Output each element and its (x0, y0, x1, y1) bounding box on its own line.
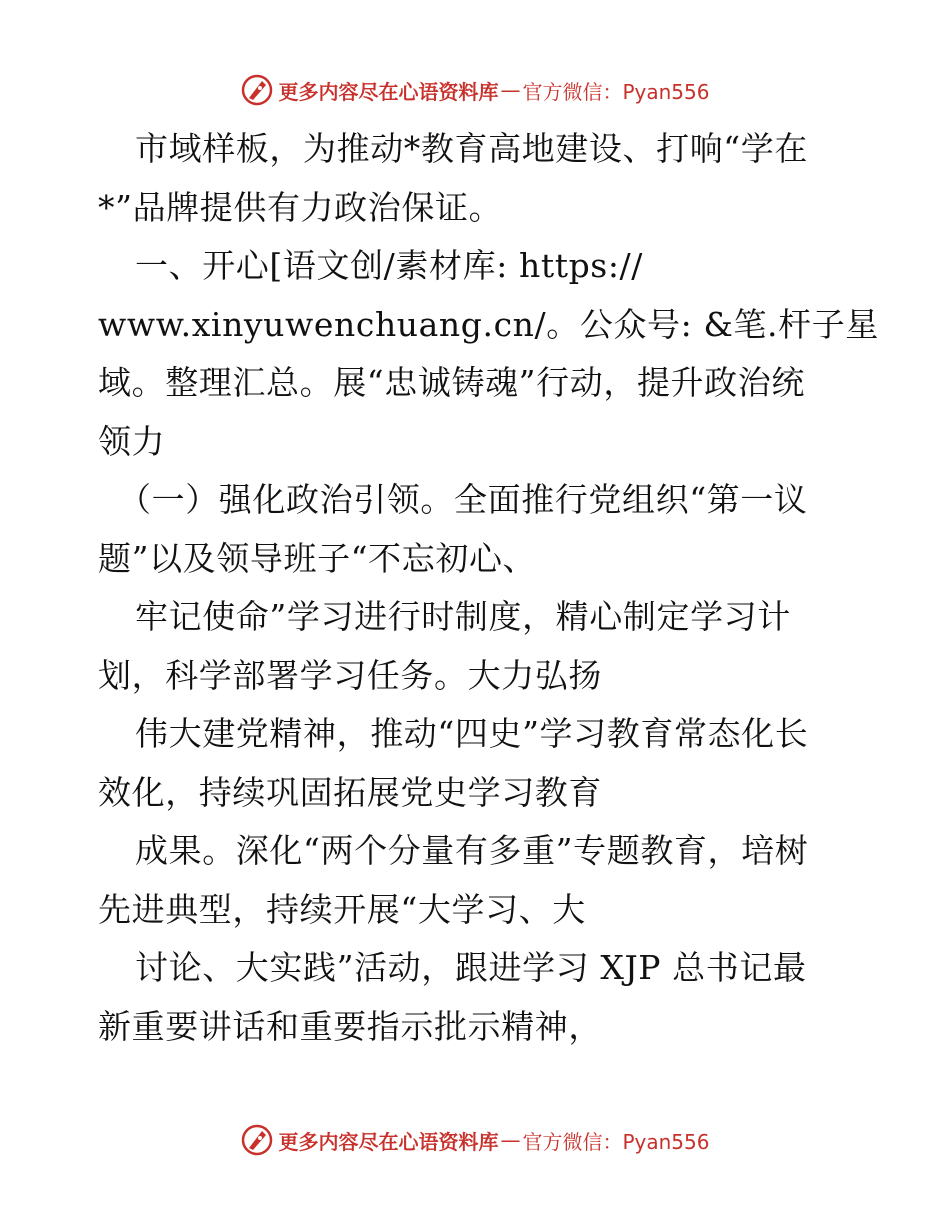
text-line: 题”以及领导班子“不忘初心、 (98, 538, 537, 578)
watermark-dash: — (500, 1128, 521, 1152)
pen-nib-logo-icon (240, 1123, 274, 1157)
text-line: 领力 (98, 421, 166, 461)
text-line: 伟大建党精神，推动“四史”学习教育常态化长 (135, 714, 809, 753)
watermark-dash: — (500, 78, 521, 102)
text-line: 划，科学部署学习任务。大力弘扬 (98, 655, 602, 695)
watermark-contact: 官方微信：Pyan556 (522, 79, 710, 104)
text-line: （一）强化政治引领。全面推行党组织“第一议 (118, 480, 808, 519)
watermark-contact: 官方微信：Pyan556 (522, 1129, 710, 1154)
text-line: *”品牌提供有力政治保证。 (98, 187, 503, 227)
header-watermark (0, 70, 950, 110)
footer-watermark (0, 1120, 950, 1160)
text-line: 效化，持续巩固拓展党史学习教育 (98, 772, 602, 812)
text-line: 讨论、大实践”活动，跟进学习 XJP 总书记最 (135, 948, 807, 987)
text-line: 市域样板，为推动*教育高地建设、打响“学在 (135, 129, 808, 168)
text-line: 先进典型，持续开展“大学习、大 (98, 889, 586, 929)
text-line: 新重要讲话和重要指示批示精神， (98, 1006, 602, 1046)
text-line: 成果。深化“两个分量有多重”专题教育，培树 (135, 831, 809, 870)
document-body (98, 120, 879, 1056)
text-line: 域。整理汇总。展“忠诚铸魂”行动，提升政治统 (98, 363, 805, 402)
pen-nib-logo-icon (240, 73, 274, 107)
text-line: www.xinyuwenchuang.cn/。公众号: &笔.杆子星 (98, 304, 879, 344)
text-line: 牢记使命”学习进行时制度，精心制定学习计 (135, 597, 791, 636)
watermark-brand: 更多内容尽在心语资料库 (278, 1129, 499, 1154)
text-line: 一、开心[语文创/素材库: https:// (135, 246, 643, 285)
watermark-brand: 更多内容尽在心语资料库 (278, 79, 499, 104)
